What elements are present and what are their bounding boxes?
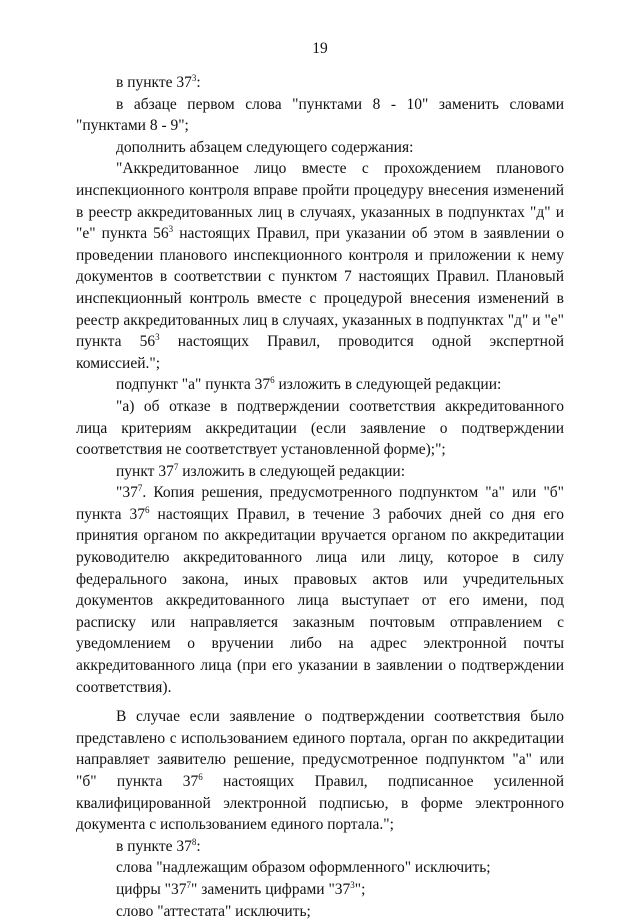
page-number: 19 [312, 40, 328, 57]
superscript: 3 [191, 73, 197, 83]
text-run: В случае если заявление о подтверждении соответствия было представлено с использованием единого портала, орган по аккредитации направляет заявителю решение, предусмотренное подпунктом "а" или "б" пункта 37 [76, 708, 564, 790]
superscript: 6 [270, 375, 275, 386]
text-run: подпункт "а" пункта 37 [116, 376, 271, 394]
text-run: настоящих Правил, в течение 3 рабочих дней со дня его принятия органом по аккредитации вручается органом по аккредитации руководителю аккредитованного лица или лицу, которое в силу федерального закона, иных правовых актов или учредительных документов аккредитованного лица выступает от его имени, под расписку или направляется заказным почтовым отправлением с уведомлением о вручении либо на адрес электронной почты аккредитованного лица (при его указании в заявлении о подтверждении соответствия). [76, 505, 564, 696]
superscript: 8 [191, 836, 197, 847]
text-run: в пункте 37 [116, 74, 192, 91]
paragraph [76, 901, 564, 922]
superscript: 6 [145, 504, 150, 515]
superscript: 7 [186, 879, 191, 890]
quoted-paragraph [76, 396, 564, 461]
text-run: изложить в следующей редакции: [274, 376, 502, 394]
superscript: 3 [155, 332, 160, 343]
paragraph [76, 857, 564, 879]
quoted-paragraph [76, 158, 564, 374]
quoted-paragraph [76, 482, 564, 698]
text-run: . Копия решения, предусмотренного подпунктом "а" или "б" пункта 37 [76, 484, 564, 523]
text-run: в пункте 37 [116, 837, 192, 855]
paragraph [76, 879, 564, 901]
text-run: изложить в следующей редакции: [178, 462, 406, 480]
paragraph [76, 72, 564, 94]
text-run: "; [354, 880, 366, 898]
text-run: "а) об отказе в подтверждении соответствия аккредитованного лица критериям аккредитации (если заявление о подтверждении соответствия не соответствует установленной форме);"; [76, 397, 564, 459]
document-body [76, 72, 564, 922]
paragraph [76, 94, 564, 137]
superscript: 3 [350, 879, 355, 890]
text-run: слово "аттестата" исключить; [116, 902, 311, 920]
paragraph [76, 137, 564, 159]
text-run: пункт 37 [116, 462, 174, 480]
text-run: : [196, 837, 201, 855]
text-run: настоящих Правил, при указании об этом в заявлении о проведении планового инспекционного контроля и приложении к нему документов в соответствии с пунктом 7 настоящих Правил. Плановый инспекционный контроль вместе с процедурой внесения изменений в реестр аккредитованных лиц в случаях, указанных в подпунктах "д" и "е" пункта 56 [76, 225, 564, 351]
text-run: " заменить цифрами "37 [191, 880, 351, 898]
paragraph [76, 836, 564, 858]
text-run: настоящих Правил, подписанное усиленной квалифицированной электронной подписью, в форме электронного документа с использованием единого портала."; [76, 773, 564, 834]
paragraph [76, 461, 564, 483]
superscript: 3 [168, 224, 174, 235]
text-run: настоящих Правил, проводится одной экспертной комиссией."; [76, 333, 564, 372]
text-run: : [196, 74, 201, 91]
superscript: 6 [198, 772, 203, 782]
text-run: "Аккредитованное лицо вместе с прохождением планового инспекционного контроля вправе пройти процедуру внесения изменений в реестр аккредитованных лиц в случаях, указанных в подпунктах "д" и "е" пункта 56 [76, 160, 564, 243]
superscript: 7 [173, 461, 179, 472]
text-run: слова "надлежащим образом оформленного" исключить; [116, 859, 491, 877]
text-run: дополнить абзацем следующего содержания: [116, 138, 414, 156]
paragraph [76, 706, 564, 836]
text-run: "37 [116, 484, 138, 502]
superscript: 7 [137, 483, 143, 494]
paragraph [76, 374, 564, 396]
text-run: цифры "37 [116, 880, 187, 898]
text-run: в абзаце первом слова "пунктами 8 - 10" заменить словами "пунктами 8 - 9"; [76, 95, 564, 135]
